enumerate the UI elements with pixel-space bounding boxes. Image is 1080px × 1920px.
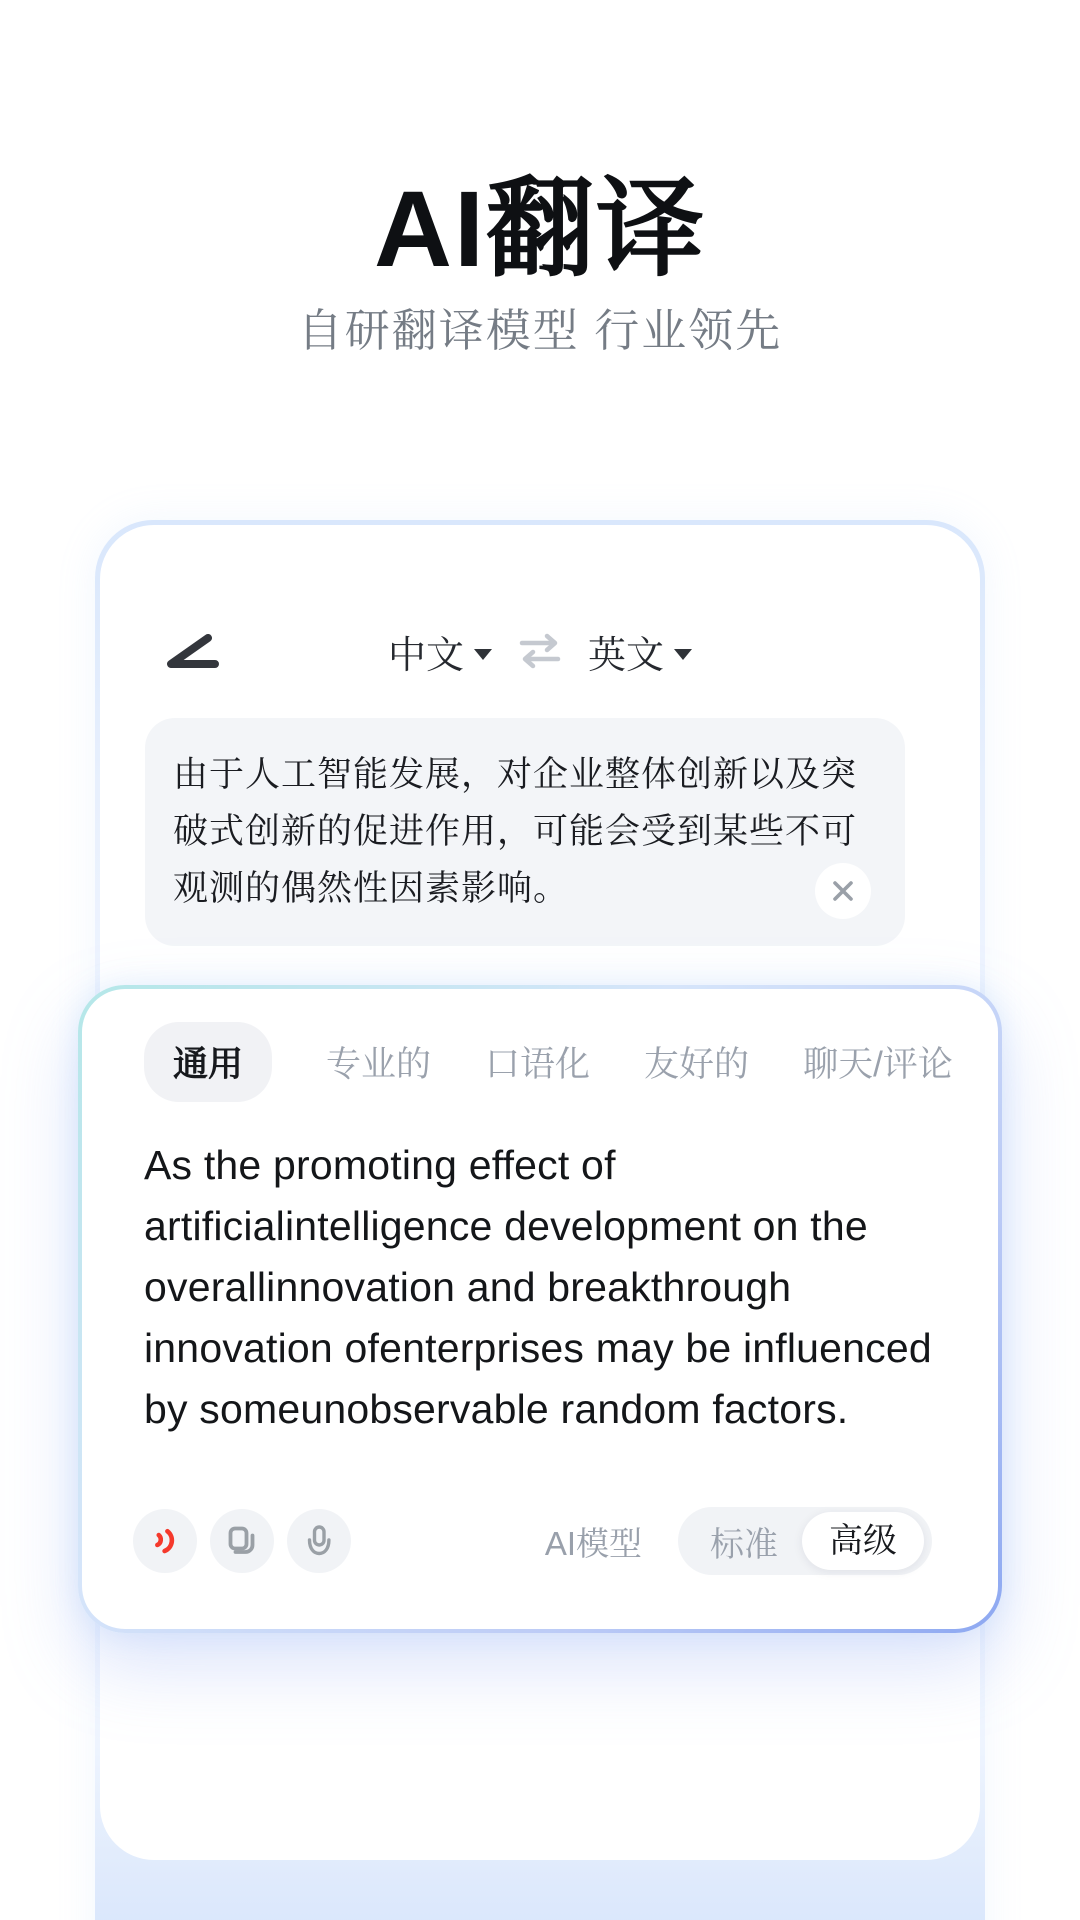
copy-button[interactable] <box>210 1509 274 1573</box>
language-selector <box>95 618 985 684</box>
chevron-down-icon <box>474 649 492 660</box>
clear-input-button[interactable] <box>815 863 871 919</box>
source-language-label: 中文 <box>387 634 464 677</box>
close-icon <box>830 878 856 904</box>
chevron-down-icon <box>674 649 692 660</box>
swap-arrows-icon <box>514 632 566 670</box>
tab-friendly[interactable]: 友好的 <box>644 1045 750 1084</box>
tab-professional[interactable]: 专业的 <box>326 1045 432 1084</box>
back-button[interactable] <box>151 624 227 680</box>
page-title: AI翻译 <box>373 168 706 289</box>
ai-model-toggle <box>678 1507 932 1575</box>
tab-general[interactable]: 通用 <box>144 1022 272 1102</box>
source-text: 由于人工智能发展，对企业整体创新以及突 破式创新的促进作用，可能会受到某些不可 观测的偶然性因素影响。 <box>173 755 858 908</box>
tab-chat-comment[interactable]: 聊天/评论 <box>803 1045 953 1084</box>
tab-colloquial[interactable]: 口语化 <box>485 1045 591 1084</box>
sound-playback-icon <box>145 1521 186 1562</box>
source-language-dropdown[interactable] <box>388 624 492 679</box>
result-toolbar <box>133 1507 932 1575</box>
page-subtitle: 自研翻译模型 行业领先 <box>297 305 783 356</box>
translator-header <box>95 618 985 684</box>
play-sound-button[interactable] <box>133 1509 197 1573</box>
result-card <box>78 985 1002 1633</box>
mode-advanced[interactable]: 高级 <box>802 1512 924 1570</box>
swap-languages-button[interactable] <box>512 632 568 670</box>
copy-icon <box>224 1523 260 1559</box>
target-language-label: 英文 <box>588 634 665 677</box>
ai-model-label: AI模型 <box>544 1524 642 1562</box>
translation-text: As the promoting effect of artificialintelligence development on the overallinnovation and breakthrough innovation ofenterprises may be influenced by someunobservable random factors. <box>144 1142 932 1432</box>
source-text-box[interactable] <box>145 718 905 946</box>
target-language-dropdown[interactable] <box>588 624 692 679</box>
mode-standard[interactable]: 标准 <box>710 1525 778 1564</box>
microphone-icon <box>301 1523 337 1559</box>
style-tabs <box>144 1027 953 1097</box>
back-arrow-icon <box>156 629 222 675</box>
microphone-button[interactable] <box>287 1509 351 1573</box>
